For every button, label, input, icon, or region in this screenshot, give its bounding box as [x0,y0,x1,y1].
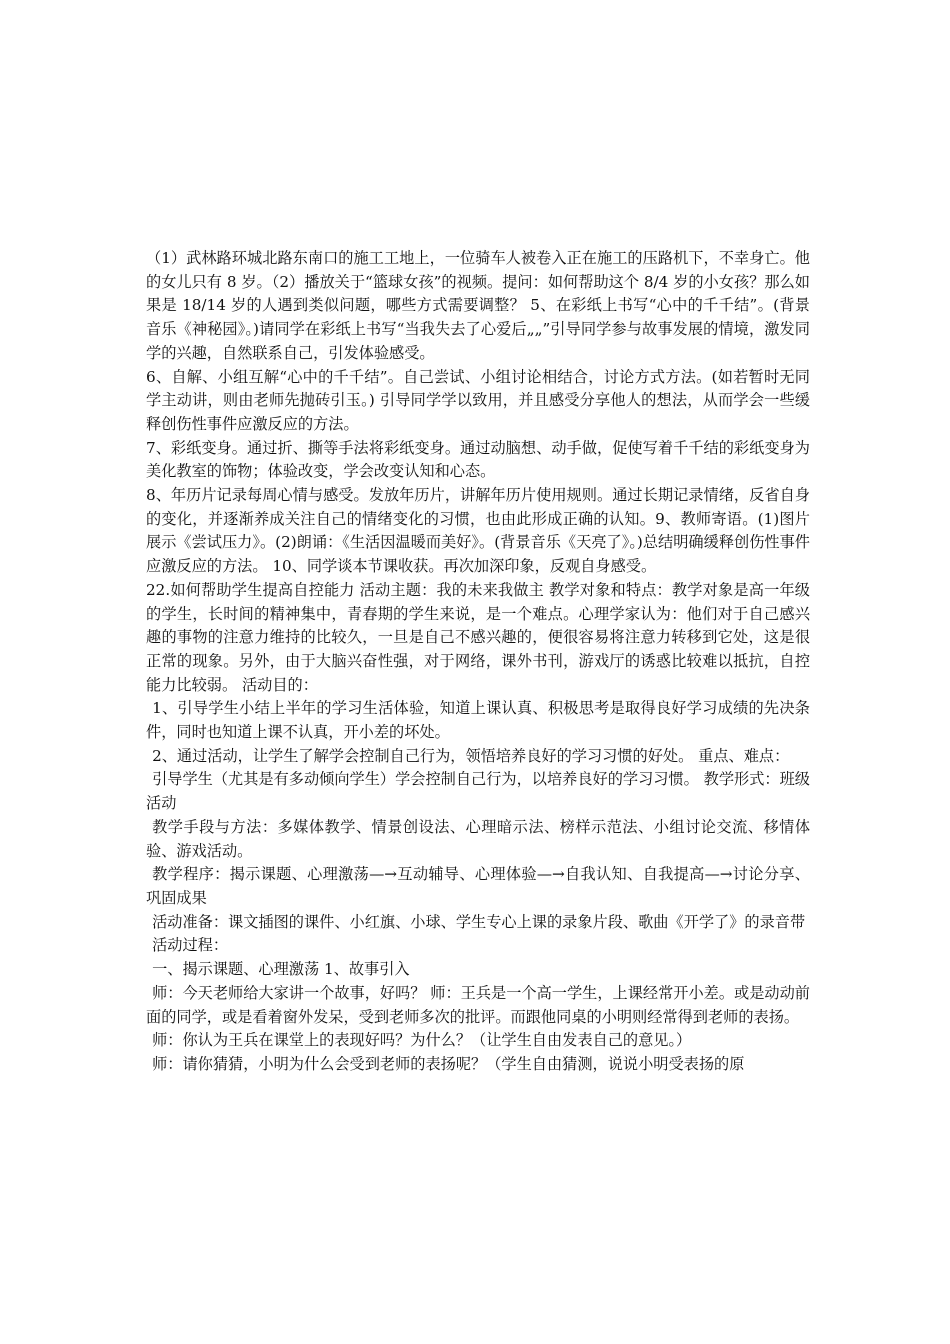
paragraph-16: 师：请你猜猜，小明为什么会受到老师的表扬呢？（学生自由猜测，说说小明受表扬的原 [152,1054,745,1073]
paragraph-2: 6、自解、小组互解“心中的千千结”。自己尝试、小组讨论相结合，讨论方式方法。(如若暂时无同学主动讲，则由老师先抛砖引玉。) 引导同学学以致用，并且感受分享他人的想法，从而学会一些缓释创伤性事件应激反应的方法。 [146,367,810,433]
paragraph-12: 活动过程： [152,936,229,955]
document-body [146,247,810,1077]
paragraph-11: 活动准备：课文插图的课件、小红旗、小球、学生专心上课的录象片段、歌曲《开学了》的录音带 [152,912,806,931]
paragraph-3: 7、彩纸变身。通过折、撕等手法将彩纸变身。通过动脑想、动手做，促使写着千千结的彩纸变身为美化教室的饰物；体验改变，学会改变认知和心态。 [146,438,810,481]
paragraph-1: （1）武林路环城北路东南口的施工工地上，一位骑车人被卷入正在施工的压路机下，不幸身亡。他的女儿只有 8 岁。（2）播放关于“篮球女孩”的视频。提问：如何帮助这个 8/4 岁的小女孩？那么如果是 18/14 岁的人遇到类似问题，哪些方式需要调整？ 5、在彩纸上书写“心中的千千结”。(背景音乐《神秘园》。)请同学在彩纸上书写“当我失去了心爱后„„”引导同学参与故事发展的情境，激发同学的兴趣，自然联系自己，引发体验感受。 [146,249,810,362]
paragraph-7: 2、通过活动，让学生了解学会控制自己行为，领悟培养良好的学习习惯的好处。 重点、难点： [152,746,790,765]
paragraph-8: 引导学生（尤其是有多动倾向学生）学会控制自己行为，以培养良好的学习习惯。 教学形式：班级活动 [146,770,810,813]
paragraph-6: 1、引导学生小结上半年的学习生活体验，知道上课认真、积极思考是取得良好学习成绩的先决条件，同时也知道上课不认真，开小差的坏处。 [146,699,810,742]
paragraph-5: 22.如何帮助学生提高自控能力 活动主题：我的未来我做主 教学对象和特点：教学对象是高一年级的学生，长时间的精神集中，青春期的学生来说，是一个难点。心理学家认为：他们对于自己感兴趣的事物的注意力维持的比较久，一旦是自己不感兴趣的，便很容易将注意力转移到它处，这是很正常的现象。另外，由于大脑兴奋性强，对于网络，课外书刊，游戏厅的诱惑比较难以抵抗，自控能力比较弱。 活动目的： [146,580,810,694]
paragraph-15: 师：你认为王兵在课堂上的表现好吗？为什么？（让学生自由发表自己的意见。） [152,1031,692,1050]
paragraph-9: 教学手段与方法：多媒体教学、情景创设法、心理暗示法、榜样示范法、小组讨论交流、移情体验、游戏活动。 [146,817,810,860]
paragraph-10: 教学程序：揭示课题、心理激荡—→互动辅导、心理体验—→自我认知、自我提高—→讨论分享、巩固成果 [146,865,810,907]
paragraph-14: 师：今天老师给大家讲一个故事，好吗？ 师：王兵是一个高一学生，上课经常开小差。或是动动前面的同学，或是看着窗外发呆，受到老师多次的批评。而跟他同桌的小明则经常得到老师的表扬。 [146,983,810,1026]
paragraph-4: 8、年历片记录每周心情与感受。发放年历片，讲解年历片使用规则。通过长期记录情绪，反省自身的变化，并逐渐养成关注自己的情绪变化的习惯，也由此形成正确的认知。9、教师寄语。(1)图片展示《尝试压力》。(2)朗诵：《生活因温暖而美好》。(背景音乐《天亮了》。)总结明确缓释创伤性事件应激反应的方法。 10、同学谈本节课收获。再次加深印象，反观自身感受。 [146,486,810,576]
paragraph-13: 一、揭示课题、心理激荡 1、故事引入 [152,960,410,979]
